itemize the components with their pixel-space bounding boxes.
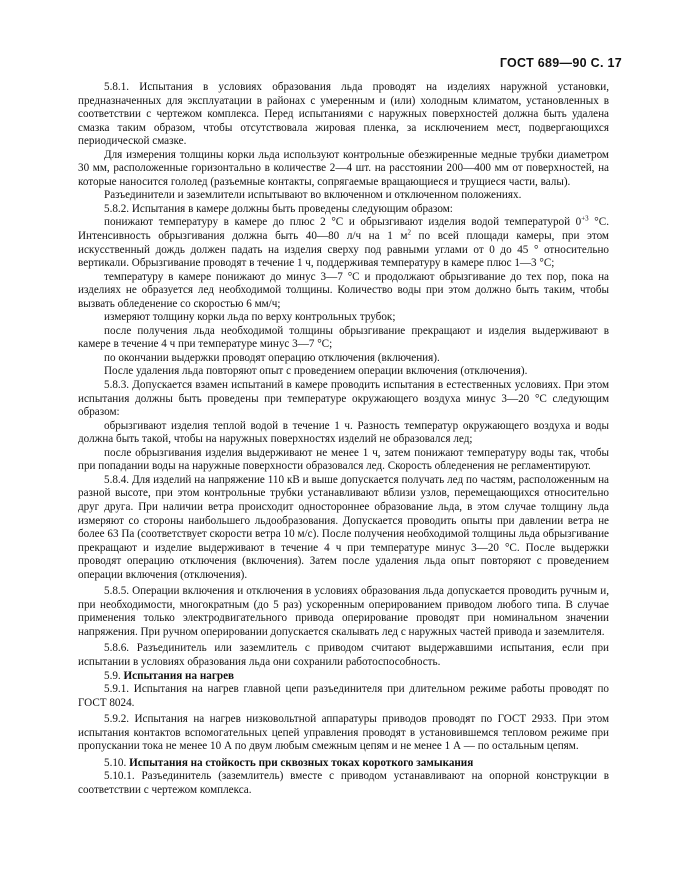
page-header: ГОСТ 689—90 С. 17 <box>499 56 622 70</box>
paragraph-spray-warm: обрызгивают изделия теплой водой в течение 1 ч. Разность температур окружающего воздуха и воды должна быть такой, чтобы на наружных поверхностях изделий не образовался лед; <box>78 419 609 446</box>
section-number: 5.10. <box>104 756 130 769</box>
paragraph-positions: Разъединители и заземлители испытывают во включенном и отключенном положениях. <box>104 189 522 202</box>
tolerance-superscript: +3 <box>581 214 589 223</box>
text-run: понижают температуру в камере до плюс 2 °С и обрызгивают изделия водой температурой 0 <box>104 216 582 229</box>
paragraph-after-spray: после обрызгивания изделия выдерживают не менее 1 ч, затем понижают температуру воды так, чтобы при попадании воды на наружные поверхности образовался лед. Скорость обледенения не регламентируют. <box>78 446 609 473</box>
paragraph-5-8-1: 5.8.1. Испытания в условиях образования льда проводят на изделиях наружной установки, предназначенных для эксплуатации в районах с умеренным и (или) холодным климатом, установленных в соответствии с чертежом комплекса. Перед испытаниями с наружных поверхностей должна быть удалена смазка таким образом, чтобы отсутствовала жировая пленка, за исключением мест, подвергающихся периодической смазке. <box>78 81 609 148</box>
paragraph-5-8-6: 5.8.6. Разъединитель или заземлитель с приводом считают выдержавшими испытания, если при испытании в условиях образования льда они сохранили работоспособность. <box>78 642 609 668</box>
section-title: Испытания на стойкость при сквозных токах короткого замыкания <box>129 756 474 769</box>
text-run: °С. Интенсивность обрызгивания должна быть 40—80 л/ч на 1 м <box>78 216 609 243</box>
section-heading-5-9 <box>78 670 609 684</box>
paragraph-5-9-2: 5.9.2. Испытания на нагрев низковольтной аппаратуры приводов проводят по ГОСТ 2933. При этом испытания контактов вспомогательных цепей управления проводят в установившемся тепловом режиме при пропускании тока не менее 10 А по двум любым смежным цепям и не менее 1 А — по остальным цепям. <box>78 713 609 753</box>
paragraph-switch-off: по окончании выдержки проводят операцию отключения (включения). <box>104 351 440 364</box>
square-superscript: 2 <box>407 228 411 237</box>
paragraph-lower-temp-plus <box>78 216 609 270</box>
section-heading-5-10 <box>78 757 609 771</box>
paragraph-repeat: После удаления льда повторяют опыт с проведением операции включения (отключения). <box>104 365 528 378</box>
paragraph-5-8-3: 5.8.3. Допускается взамен испытаний в камере проводить испытания в естественных условиях. При этом испытания должны быть проведены при температуре окружающего воздуха минус 3—20 °С следующим образом: <box>78 379 609 419</box>
section-title: Испытания на нагрев <box>123 669 235 682</box>
section-number: 5.9. <box>104 669 124 682</box>
document-body <box>78 81 609 797</box>
paragraph-5-8-4: 5.8.4. Для изделий на напряжение 110 кВ и выше допускается получать лед по частям, расположенным на разной высоте, при этом контрольные трубки устанавливают вблизи узлов, перемещающихся относительно друг друга. При наличии ветра происходит одностороннее образование льда, в этом случае толщину льда измеряют со стороны наибольшего льдообразования. Допускается проводить опыты при давлении ветра не более 63 Па (соответствует скорости ветра 10 м/с). После получения необходимой толщины льда обрызгивание прекращают и изделие выдерживают в течение 4 ч при температуре минус 3—20 °С. После выдержки проводят операцию отключения (включения). Затем после удаления льда опыт повторяют с проведением операции включения (отключения). <box>78 473 609 581</box>
paragraph-tubes: Для измерения толщины корки льда используют контрольные обезжиренные медные трубки диаметром 30 мм, расположенные горизонтально в количестве 2—4 шт. на расстоянии 200—400 мм от поверхностей, на которые наносится гололед (разъемные контакты, сопрягаемые вращающиеся и трущиеся части, валы). <box>78 148 609 188</box>
paragraph-5-8-2: 5.8.2. Испытания в камере должны быть проведены следующим образом: <box>104 202 453 215</box>
paragraph-5-10-1: 5.10.1. Разъединитель (заземлитель) вместе с приводом устанавливают на опорной конструкции в соответствии с чертежом комплекса. <box>78 770 609 796</box>
paragraph-measure-ice: измеряют толщину корки льда по верху контрольных трубок; <box>104 311 396 324</box>
paragraph-5-9-1: 5.9.1. Испытания на нагрев главной цепи разъединителя при длительном режиме работы проводят по ГОСТ 8024. <box>78 683 609 709</box>
paragraph-lower-temp-minus: температуру в камере понижают до минус 3—7 °С и продолжают обрызгивание до тех пор, пока на изделиях не образуется лед необходимой толщины. Количество воды при этом должно быть таким, чтобы вызвать обледенение со скоростью 6 мм/ч; <box>78 270 609 310</box>
paragraph-hold: после получения льда необходимой толщины обрызгивание прекращают и изделия выдерживают в камере в течение 4 ч при температуре минус 3—7 °С; <box>78 324 609 351</box>
text-run: по всей площади камеры, при этом искусственный дождь должен падать на изделия сверху под равными углами от 0 до 45 ° относительно вертикали. Обрызгивание проводят в течение 1 ч, поддерживая температуру в камере плюс 1—3 °С; <box>78 230 609 270</box>
paragraph-5-8-5: 5.8.5. Операции включения и отключения в условиях образования льда допускается проводить ручным и, при необходимости, многократным (до 5 раз) ускоренным оперированием приводом любого типа. В случае применения только электродвигательного привода оперирование проводят при номинальном значении напряжения. При ручном оперировании допускается скалывать лед с наружных частей привода и заземлителя. <box>78 585 609 638</box>
